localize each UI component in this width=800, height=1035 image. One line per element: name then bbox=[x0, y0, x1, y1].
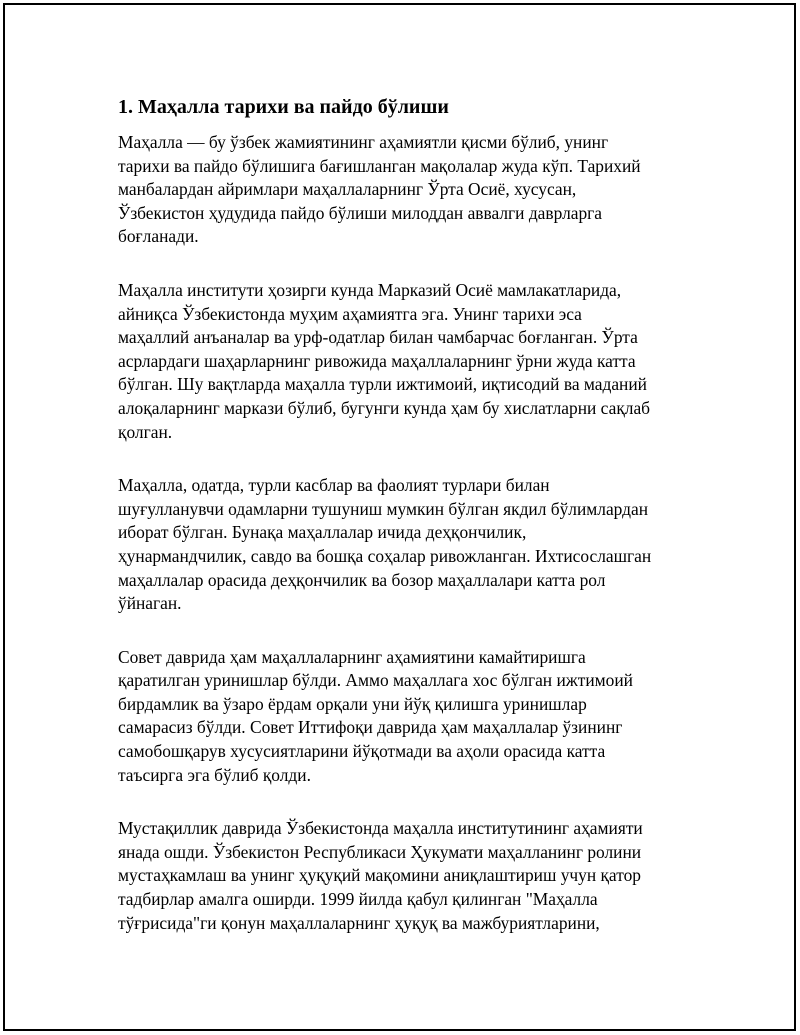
text-line: ҳунармандчилик, савдо ва бошқа соҳалар ривожланган. Ихтисослашган bbox=[118, 545, 652, 566]
paragraph-2 bbox=[118, 279, 693, 444]
text-line: тўғрисида"ги қонун маҳаллаларнинг ҳуқуқ ва мажбуриятларини, bbox=[118, 912, 600, 933]
text-line: манбалардан айримлари маҳаллаларнинг Ўрта Осиё, хусусан, bbox=[118, 179, 577, 200]
text-line: мустаҳкамлаш ва унинг ҳуқуқий мақомини аниқлаштириш учун қатор bbox=[118, 865, 641, 886]
paragraph-3 bbox=[118, 474, 693, 616]
text-line: қаратилган уринишлар бўлди. Аммо маҳаллага хос бўлган ижтимоий bbox=[118, 670, 633, 691]
text-line: таъсирга эга бўлиб қолди. bbox=[118, 764, 311, 785]
text-line: бирдамлик ва ўзаро ёрдам орқали уни йўқ қилишга уринишлар bbox=[118, 693, 587, 714]
document-body bbox=[118, 95, 693, 965]
text-line: бўлган. Шу вақтларда маҳалла турли ижтимоий, иқтисодий ва маданий bbox=[118, 374, 647, 395]
text-line: иборат бўлган. Бунақа маҳаллалар ичида деҳқончилик, bbox=[118, 522, 527, 543]
text-line: маҳаллалар орасида деҳқончилик ва бозор маҳаллалари катта рол bbox=[118, 569, 606, 590]
text-line: тадбирлар амалга оширди. 1999 йилда қабул қилинган "Маҳалла bbox=[118, 889, 598, 910]
section-title: 1. Маҳалла тарихи ва пайдо бўлиши bbox=[118, 96, 449, 118]
text-line: алоқаларнинг маркази бўлиб, бугунги кунда ҳам бу хислатларни сақлаб bbox=[118, 397, 651, 418]
text-line: Совет даврида ҳам маҳаллаларнинг аҳамиятини камайтиришга bbox=[118, 646, 586, 667]
text-line: самобошқарув хусусиятларини йўқотмади ва аҳоли орасида катта bbox=[118, 741, 606, 762]
paragraph-4 bbox=[118, 646, 693, 788]
text-line: самарасиз бўлди. Совет Иттифоқи даврида ҳам маҳаллалар ўзининг bbox=[118, 717, 623, 738]
text-line: маҳаллий анъаналар ва урф-одатлар билан чамбарчас боғланган. Ўрта bbox=[118, 327, 638, 348]
text-line: тарихи ва пайдо бўлишига бағишланган мақолалар жуда кўп. Тарихий bbox=[118, 155, 641, 176]
text-line: Маҳалла — бу ўзбек жамиятининг аҳамиятли қисми бўлиб, унинг bbox=[118, 132, 609, 152]
text-line: ўйнаган. bbox=[118, 593, 182, 614]
text-line: Мустақиллик даврида Ўзбекистонда маҳалла институтининг аҳамияти bbox=[118, 818, 643, 839]
text-line: шуғулланувчи одамларни тушуниш мумкин бўлган якдил бўлимлардан bbox=[118, 498, 649, 519]
text-line: айниқса Ўзбекистонда муҳим аҳамиятга эга. Унинг тарихи эса bbox=[118, 303, 582, 324]
text-line: Маҳалла, одатда, турли касблар ва фаолият турлари билан bbox=[118, 475, 550, 496]
paragraph-5 bbox=[118, 817, 693, 935]
text-line: Ўзбекистон ҳудудида пайдо бўлиши милоддан аввалги даврларга bbox=[118, 202, 603, 223]
text-line: янада ошди. Ўзбекистон Республикаси Ҳукумати маҳалланинг ролини bbox=[118, 841, 642, 862]
text-line: Маҳалла институти ҳозирги кунда Марказий Осиё мамлакатларида, bbox=[118, 279, 622, 300]
text-line: қолган. bbox=[118, 421, 173, 442]
text-line: боғланади. bbox=[118, 226, 199, 247]
text-line: асрлардаги шаҳарларнинг ривожида маҳаллаларнинг ўрни жуда катта bbox=[118, 350, 636, 371]
paragraph-1 bbox=[118, 131, 693, 249]
